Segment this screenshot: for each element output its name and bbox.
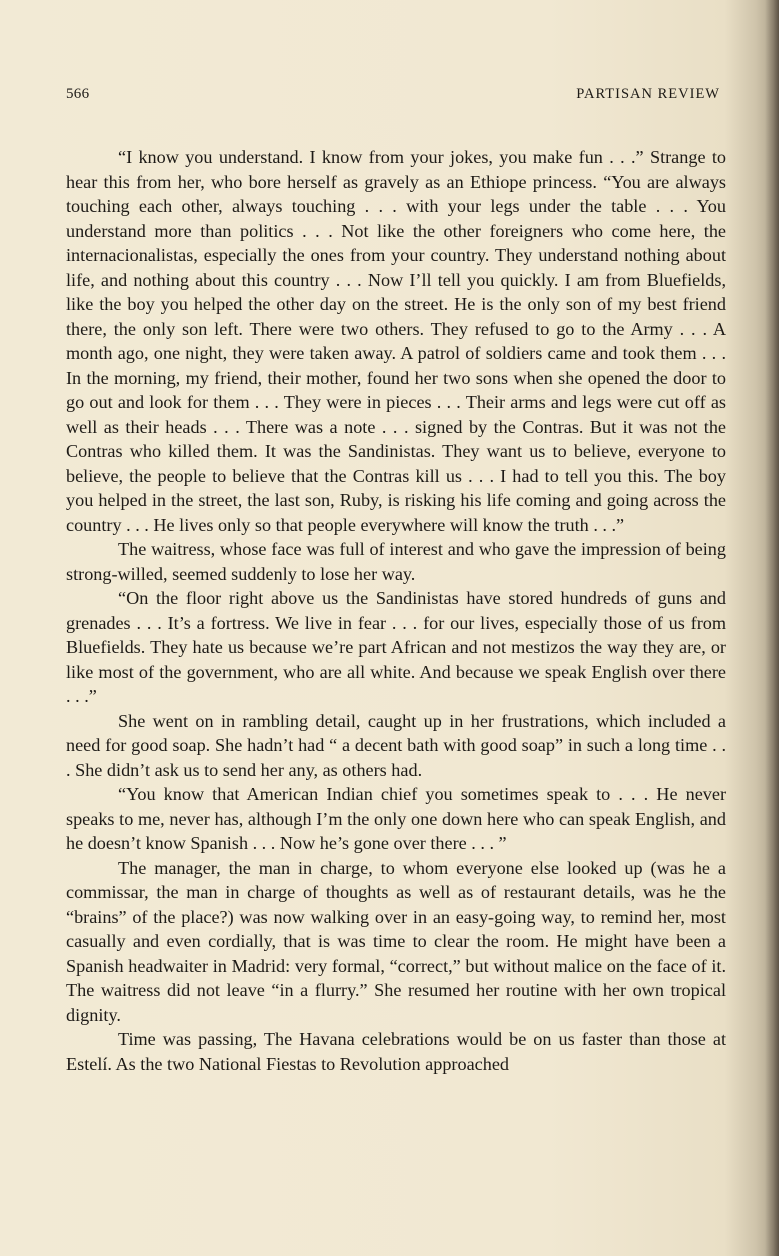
page-edge-shadow bbox=[765, 0, 779, 1256]
paragraph: She went on in rambling detail, caught up in her frustrations, which included a need for good soap. She hadn’t had “ a decent bath with good soap” in such a long time . . . She didn’t ask us to send her any, as others had. bbox=[66, 710, 726, 780]
body-text bbox=[66, 145, 726, 1076]
running-head bbox=[66, 86, 720, 108]
page-number: 566 bbox=[66, 86, 90, 102]
paragraph: The waitress, whose face was full of interest and who gave the impression of being strong-willed, seemed suddenly to lose her way. bbox=[66, 539, 726, 584]
journal-title: PARTISAN REVIEW bbox=[576, 86, 720, 102]
paragraph: “I know you understand. I know from your jokes, you make fun . . .” Strange to hear this from her, who bore herself as gravely as an Ethiope princess. “You are always touching each other, always touching . . . with your legs under the table . . . You understand more than politics . . . Not like the other foreigners who come here, the internacionalistas, especially the ones from your country. They understand nothing about life, and nothing about this country . . . Now I’ll tell you quickly. I am from Bluefields, like the boy you helped the other day on the street. He is the only son of my best friend there, the only son left. There were two others. They refused to go to the Army . . . A month ago, one night, they were taken away. A patrol of soldiers came and took them . . . In the morning, my friend, their mother, found her two sons when she opened the door to go out and look for them . . . They were in pieces . . . Their arms and legs were cut off as well as their heads . . . There was a note . . . signed by the Contras. But it was not the Contras who killed them. It was the Sandinistas. They want us to believe, everyone to believe, the people to believe that the Contras kill us . . . I had to tell you this. The boy you helped in the street, the last son, Ruby, is risking his life coming and going across the country . . . He lives only so that people everywhere will know the truth . . .” bbox=[66, 147, 726, 535]
paragraph: “You know that American Indian chief you sometimes speak to . . . He never speaks to me, never has, although I’m the only one down here who can speak English, and he doesn’t know Spanish . . . Now he’s gone over there . . . ” bbox=[66, 784, 726, 853]
paragraph: Time was passing, The Havana celebrations would be on us faster than those at Estelí. As the two National Fiestas to Revolution approached bbox=[66, 1029, 726, 1074]
paragraph: The manager, the man in charge, to whom everyone else looked up (was he a commissar, the man in charge of thoughts as well as of restaurant details, was he the “brains” of the place?) was now walking over in an easy-going way, to remind her, most casually and even cordially, that is was time to clear the room. He might have been a Spanish headwaiter in Madrid: very formal, “correct,” but without malice on the face of it. The waitress did not leave “in a flurry.” She resumed her routine with her own tropical dignity. bbox=[66, 857, 726, 1025]
paragraph: “On the floor right above us the Sandinistas have stored hundreds of guns and grenades . . . It’s a fortress. We live in fear . . . for our lives, especially those of us from Bluefields. They hate us because we’re part African and not mestizos the way they are, or like most of the government, who are all white. And because we speak English over there . . .” bbox=[66, 588, 726, 706]
